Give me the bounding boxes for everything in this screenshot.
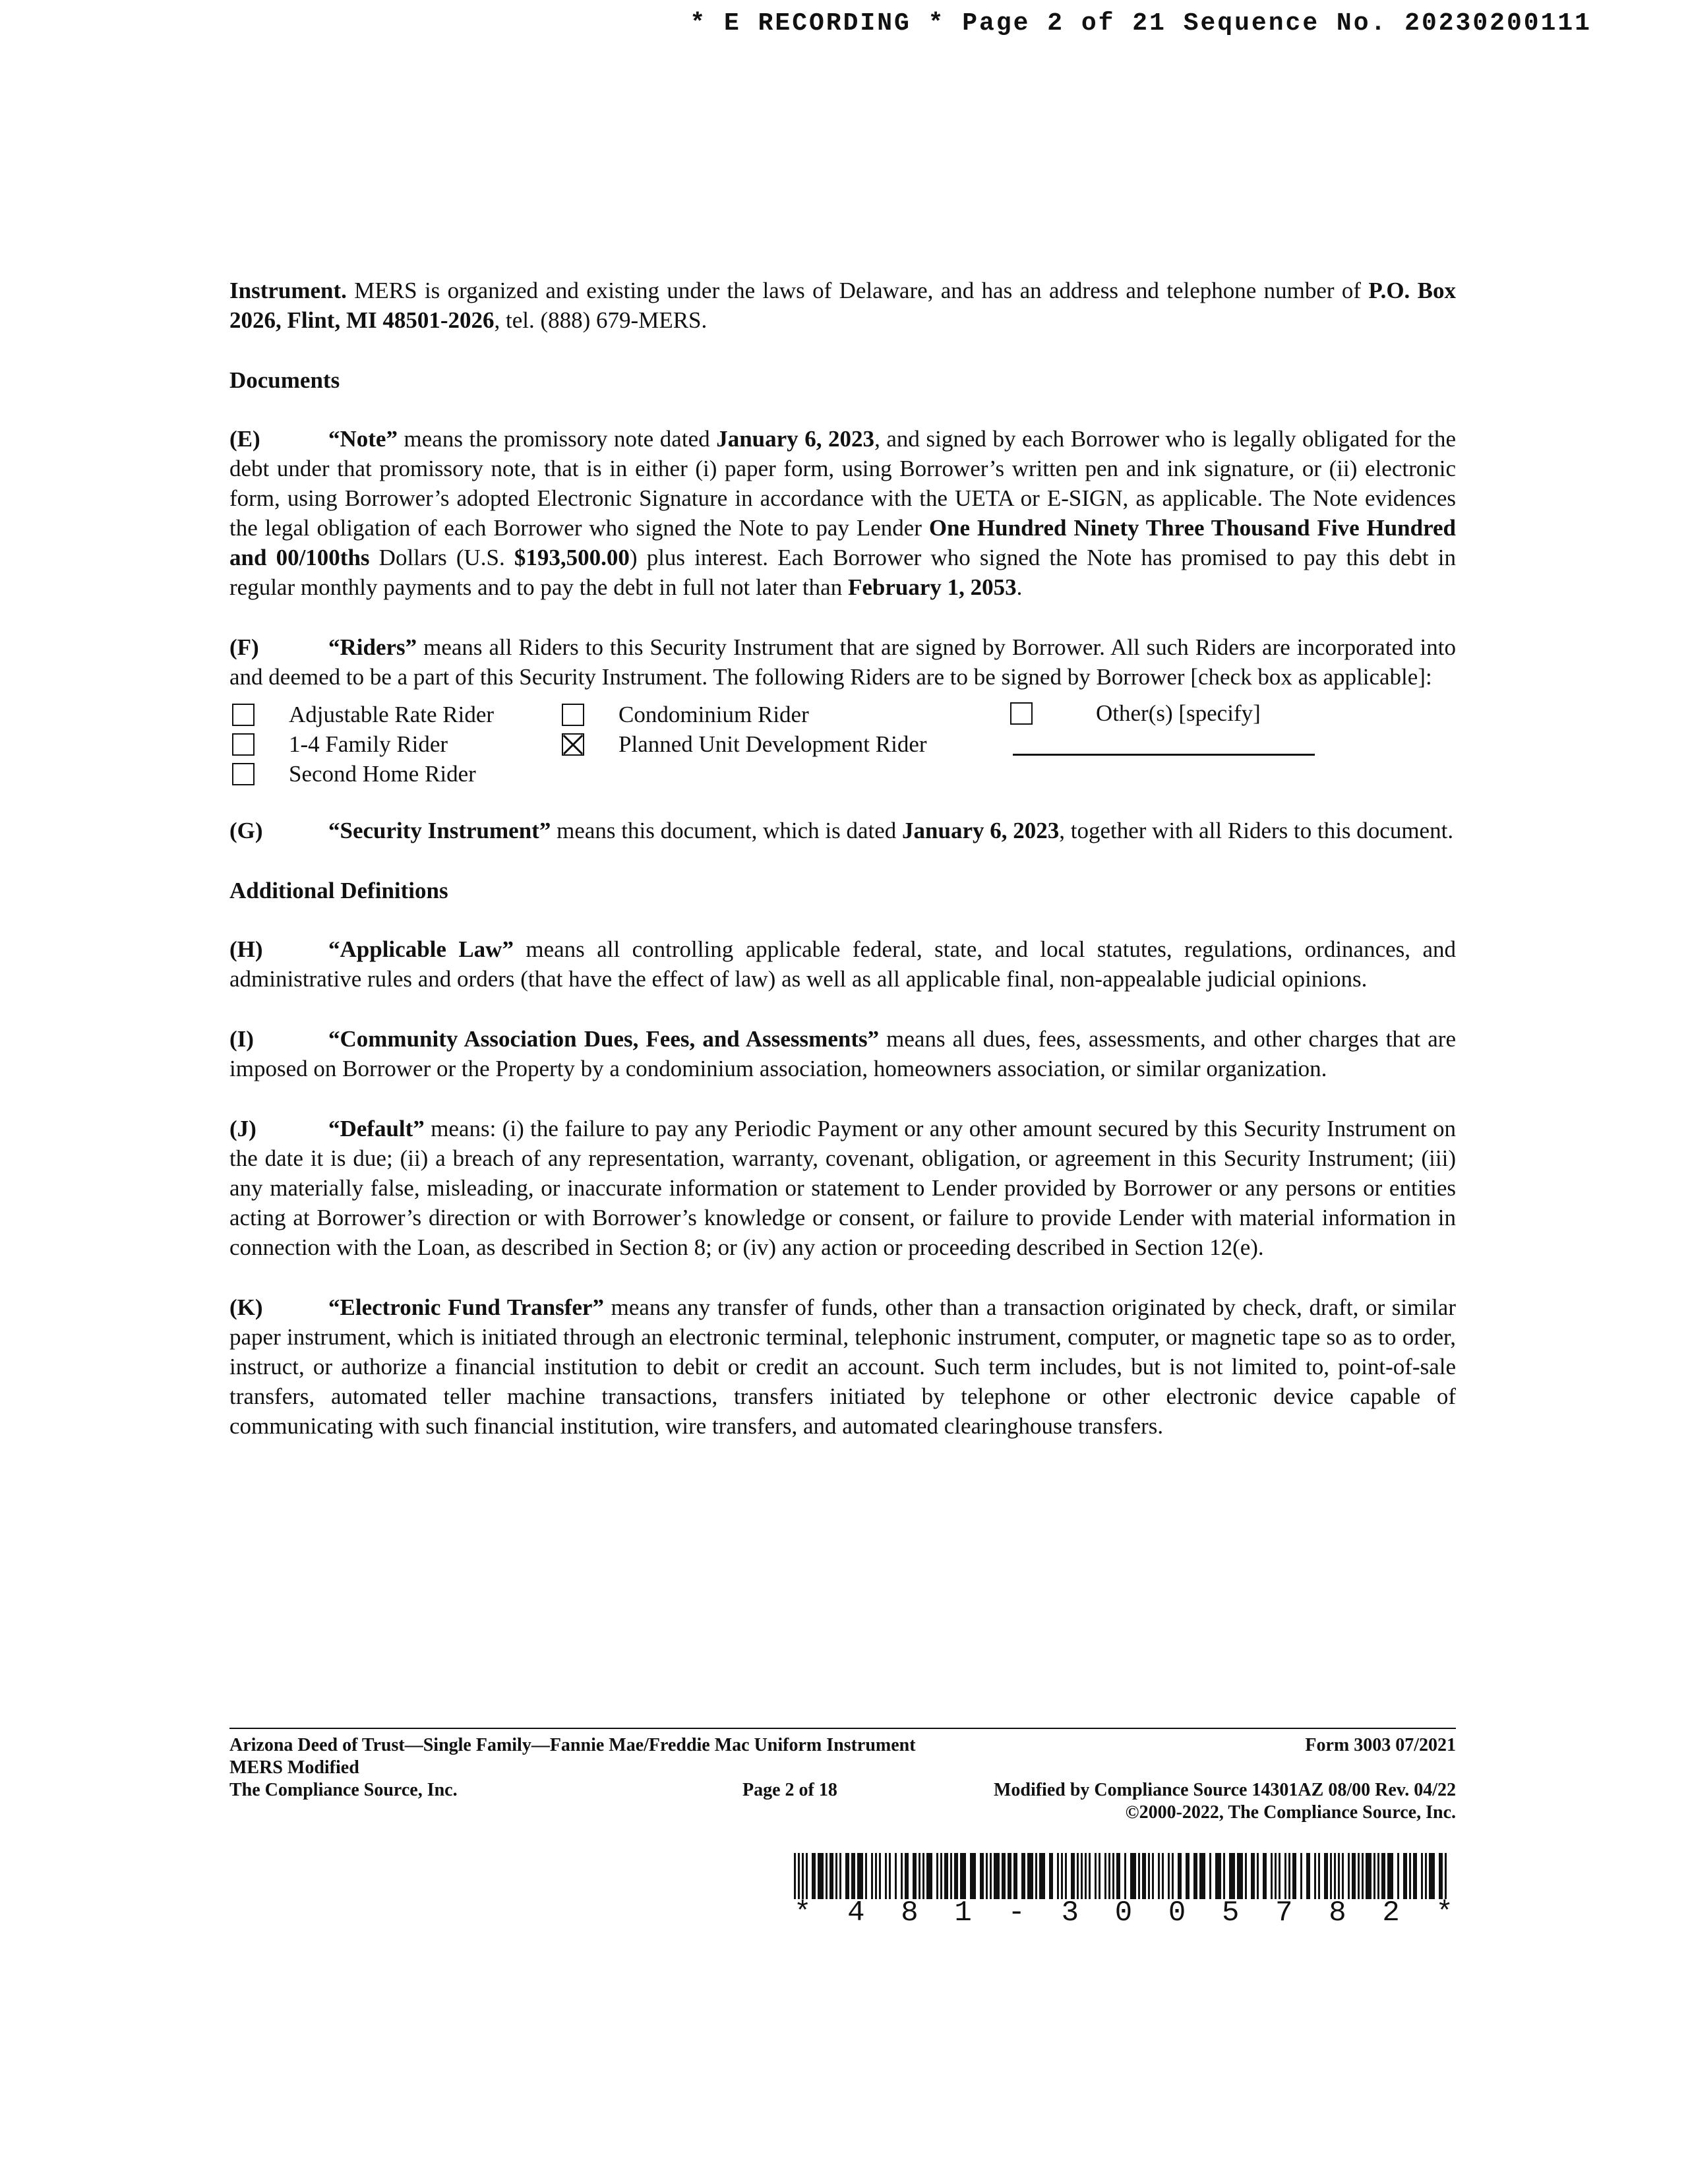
barcode-bar	[1002, 1853, 1006, 1899]
definition-community-association	[229, 1024, 1456, 1083]
barcode-bar	[919, 1853, 920, 1899]
definition-label: (F)	[229, 634, 259, 660]
rider-1-4-family	[232, 729, 448, 759]
definition-label: (I)	[229, 1026, 254, 1052]
barcode-bar	[1275, 1853, 1277, 1899]
barcode-bar	[1292, 1853, 1296, 1899]
additional-definitions-heading: Additional Definitions	[229, 878, 448, 903]
barcode-bar	[1366, 1853, 1372, 1899]
barcode-bar	[1439, 1853, 1443, 1899]
form-number: Form 3003 07/2021	[1305, 1735, 1456, 1755]
barcode-bar	[922, 1853, 924, 1899]
barcode-bar	[1215, 1853, 1221, 1899]
barcode-bar	[1077, 1853, 1079, 1899]
rider-label: Adjustable Rate Rider	[289, 702, 495, 727]
barcode-bar	[818, 1853, 824, 1899]
mers-intro	[229, 276, 1456, 335]
barcode-bar	[1148, 1853, 1150, 1899]
barcode-char: 8	[901, 1896, 919, 1929]
security-text-2: , together with all Riders to this document.	[1059, 818, 1454, 843]
definition-security-instrument	[229, 816, 1456, 845]
rider-second-home	[232, 759, 476, 789]
barcode-bar	[1421, 1853, 1423, 1899]
specify-line	[1013, 754, 1315, 756]
barcode-bar	[829, 1853, 833, 1899]
barcode-bar	[798, 1853, 800, 1899]
barcode-bar	[1279, 1853, 1281, 1899]
barcode-bar	[879, 1853, 881, 1899]
barcode-bar	[926, 1853, 932, 1899]
definition-label: (K)	[229, 1294, 263, 1320]
barcode-bar	[1409, 1853, 1411, 1899]
barcode-bar	[1152, 1853, 1154, 1899]
note-text-4: ) plus interest. Each Borrower who signed the Note has promised to pay this debt in regular monthly payments and to pay the debt in full not later than	[229, 545, 1457, 600]
form-title: Arizona Deed of Trust—Single Family—Fannie Mae/Freddie Mac Uniform Instrument	[229, 1735, 916, 1755]
barcode-bar	[1008, 1853, 1011, 1899]
definition-term: “Community Association Dues, Fees, and Assessments”	[328, 1026, 880, 1052]
barcode-bar	[1237, 1853, 1243, 1899]
note-text-5: .	[1016, 574, 1023, 600]
barcode-char: 7	[1275, 1896, 1293, 1929]
barcode-char: -	[1008, 1896, 1025, 1929]
barcode-bar	[895, 1853, 897, 1899]
barcode-bar	[1358, 1853, 1360, 1899]
barcode-bar	[1257, 1853, 1259, 1899]
rider-planned-unit-development	[562, 729, 927, 759]
barcode-bar	[802, 1853, 804, 1899]
barcode-char: 2	[1382, 1896, 1400, 1929]
barcode-bar	[1330, 1853, 1332, 1899]
recording-header: * E RECORDING * Page 2 of 21 Sequence No. 20230200111	[690, 9, 1592, 38]
barcode-bar	[1065, 1853, 1067, 1899]
checkbox-unchecked[interactable]	[562, 704, 584, 726]
barcode-bar	[1324, 1853, 1328, 1899]
barcode-bar	[1300, 1853, 1302, 1899]
mers-phone: , tel. (888) 679-MERS.	[494, 307, 708, 333]
barcode-bar	[990, 1853, 992, 1899]
barcode-bar	[1116, 1853, 1120, 1899]
barcode-bar	[1429, 1853, 1435, 1899]
rider-adjustable-rate	[232, 700, 494, 729]
definition-note	[229, 424, 1456, 602]
barcode	[794, 1853, 1453, 1899]
barcode-bar	[1229, 1853, 1235, 1899]
barcode-bar	[944, 1853, 948, 1899]
barcode-char: 5	[1222, 1896, 1240, 1929]
intro-text: MERS is organized and existing under the laws of Delaware, and has an address and telephone number of	[346, 278, 1369, 303]
barcode-bar	[1377, 1853, 1379, 1899]
barcode-bar	[857, 1853, 863, 1899]
barcode-bar	[1314, 1853, 1316, 1899]
rider-condominium	[562, 700, 809, 729]
intro-term: Instrument.	[229, 278, 347, 303]
barcode-bar	[1061, 1853, 1063, 1899]
definition-term: “Security Instrument”	[328, 818, 551, 843]
barcode-char: 3	[1061, 1896, 1079, 1929]
checkbox-unchecked[interactable]	[232, 704, 255, 726]
barcode-bar	[1373, 1853, 1375, 1899]
definition-term: “Applicable Law”	[328, 936, 514, 962]
document-body	[229, 276, 1456, 1441]
barcode-bar	[960, 1853, 966, 1899]
barcode-char: 0	[1168, 1896, 1186, 1929]
barcode-bar	[1130, 1853, 1136, 1899]
barcode-bar	[1049, 1853, 1053, 1899]
rider-label: Condominium Rider	[618, 702, 809, 727]
barcode-bar	[1425, 1853, 1427, 1899]
rider-label: Other(s) [specify]	[1096, 700, 1261, 726]
barcode-bar	[940, 1853, 942, 1899]
barcode-bar	[1178, 1853, 1182, 1899]
barcode-bar	[980, 1853, 984, 1899]
barcode-bar	[936, 1853, 938, 1899]
barcode-bar	[1288, 1853, 1290, 1899]
barcode-bar	[835, 1853, 837, 1899]
barcode-bar	[865, 1853, 867, 1899]
mers-modified: MERS Modified	[229, 1757, 359, 1778]
barcode-bar	[1334, 1853, 1336, 1899]
barcode-bar	[986, 1853, 988, 1899]
definition-default	[229, 1114, 1456, 1262]
barcode-bar	[1142, 1853, 1146, 1899]
barcode-bar	[845, 1853, 849, 1899]
barcode-bar	[1168, 1853, 1170, 1899]
barcode-bar	[871, 1853, 873, 1899]
documents-heading: Documents	[229, 367, 340, 393]
definition-text: means: (i) the failure to pay any Periodic Payment or any other amount secured by this Security Instrument on the date it is due; (ii) a breach of any representation, warranty, covenant, obligation, or agreement in this Security Instrument; (iii) any materially false, misleading, or inaccurate information or statement to Lender provided by Borrower or any persons or entities acting at Borrower’s direction or with Borrower’s knowledge or consent, or failure to provide Lender with material information in connection with the Loan, as described in Section 8; or (iv) any action or proceeding described in Section 12(e).	[229, 1116, 1456, 1260]
loan-amount: $193,500.00	[514, 545, 630, 570]
security-text-1: means this document, which is dated	[551, 818, 903, 843]
barcode-bar	[1318, 1853, 1320, 1899]
riders-checklist	[229, 697, 1456, 787]
barcode-bar	[806, 1853, 808, 1899]
barcode-char: 8	[1329, 1896, 1346, 1929]
barcode-bar	[794, 1853, 796, 1899]
barcode-bar	[1021, 1853, 1025, 1899]
barcode-bar	[1387, 1853, 1393, 1899]
barcode-bar	[1193, 1853, 1197, 1899]
definition-term: “Default”	[328, 1116, 425, 1141]
maturity-date: February 1, 2053	[847, 574, 1017, 600]
barcode-char: 4	[847, 1896, 865, 1929]
note-text-1: means the promissory note dated	[397, 426, 717, 452]
barcode-bar	[812, 1853, 816, 1899]
barcode-bar	[1338, 1853, 1340, 1899]
checkbox-unchecked[interactable]	[232, 763, 255, 785]
barcode-text	[794, 1896, 1453, 1929]
barcode-bar	[1199, 1853, 1205, 1899]
barcode-bar	[1057, 1853, 1059, 1899]
barcode-bar	[1035, 1853, 1037, 1899]
barcode-bar	[839, 1853, 841, 1899]
definition-label: (H)	[229, 936, 263, 962]
barcode-bar	[1172, 1853, 1174, 1899]
barcode-bar	[994, 1853, 1000, 1899]
barcode-bar	[1362, 1853, 1364, 1899]
definition-term: “Riders”	[328, 634, 417, 660]
barcode-bar	[851, 1853, 855, 1899]
barcode-bar	[1413, 1853, 1417, 1899]
barcode-bar	[1158, 1853, 1160, 1899]
barcode-bar	[1089, 1853, 1091, 1899]
definition-text: means all dues, fees, assessments, and other charges that are imposed on Borrower or the Property by a condominium association, homeowners association, or similar organization.	[229, 1026, 1456, 1081]
definition-text: means any transfer of funds, other than a transaction originated by check, draft, or similar paper instrument, which is initiated through an electronic terminal, telephonic instrument, computer, or magnetic tape so as to order, instruct, or authorize a financial institution to debit or credit an account. Such term includes, but is not limited to, point-of-sale transfers, automated teller machine transactions, transfers initiated by telephone or other electronic device capable of communicating with such financial institution, wire transfers, and automated clearinghouse transfers.	[229, 1294, 1457, 1439]
barcode-char: 1	[954, 1896, 972, 1929]
rider-label: Planned Unit Development Rider	[618, 731, 927, 757]
note-text-3: Dollars (U.S.	[369, 545, 514, 570]
barcode-bar	[1186, 1853, 1190, 1899]
barcode-bar	[1445, 1853, 1447, 1899]
barcode-bar	[1013, 1853, 1017, 1899]
rider-label: Second Home Rider	[289, 761, 476, 787]
barcode-bar	[1342, 1853, 1344, 1899]
note-date: January 6, 2023	[716, 426, 875, 452]
form-footer	[229, 1728, 1456, 1824]
barcode-bar	[1095, 1853, 1097, 1899]
modified-by: Modified by Compliance Source 14301AZ 08/00 Rev. 04/22	[993, 1780, 1456, 1800]
rider-label: 1-4 Family Rider	[289, 731, 448, 757]
barcode-bar	[1348, 1853, 1350, 1899]
barcode-bar	[875, 1853, 877, 1899]
definition-term: “Note”	[328, 426, 398, 452]
barcode-bar	[901, 1853, 903, 1899]
barcode-bar	[885, 1853, 887, 1899]
definition-term: “Electronic Fund Transfer”	[328, 1294, 604, 1320]
barcode-bar	[1039, 1853, 1045, 1899]
barcode-bar	[905, 1853, 909, 1899]
definition-text: means all controlling applicable federal, state, and local statutes, regulations, ordinances, and administrative rules and orders (that have the effect of law) as well as all applicable final, non-appealable judicial opinions.	[229, 936, 1456, 992]
barcode-bar	[1209, 1853, 1211, 1899]
barcode-bar	[1112, 1853, 1114, 1899]
barcode-bar	[1284, 1853, 1286, 1899]
barcode-bar	[1138, 1853, 1140, 1899]
barcode-bar	[1027, 1853, 1033, 1899]
loan-amount-words: One Hundred Ninety Three Thousand Five Hundred and 00/100ths	[229, 515, 1457, 570]
barcode-bar	[913, 1853, 917, 1899]
definition-label: (E)	[229, 426, 260, 452]
definition-text: means all Riders to this Security Instrument that are signed by Borrower. All such Riders are incorporated into and deemed to be a part of this Security Instrument. The following Riders are to be signed by Borrower [check box as applicable]:	[229, 634, 1456, 690]
barcode-bar	[1223, 1853, 1225, 1899]
checkbox-checked[interactable]	[562, 733, 584, 756]
barcode-bar	[889, 1853, 891, 1899]
barcode-char: *	[1435, 1896, 1453, 1929]
definition-label: (J)	[229, 1116, 256, 1141]
rider-other	[1010, 698, 1261, 728]
barcode-bar	[1108, 1853, 1110, 1899]
barcode-bar	[826, 1853, 828, 1899]
barcode-bar	[1263, 1853, 1267, 1899]
barcode-bar	[1352, 1853, 1356, 1899]
barcode-char: 0	[1114, 1896, 1133, 1929]
barcode-char: *	[794, 1896, 812, 1929]
barcode-bar	[1071, 1853, 1075, 1899]
note-text-2: , and signed by each Borrower who is legally obligated for the debt under that promissory note, that is in either (i) paper form, using Borrower’s written pen and ink signature, or (ii) electronic form, using Borrower’s adopted Electronic Signature in accordance with the UETA or E-SIGN, as applicable. The Note evidences the legal obligation of each Borrower who signed the Note to pay Lender	[229, 426, 1457, 541]
barcode-bar	[954, 1853, 958, 1899]
barcode-bar	[1085, 1853, 1087, 1899]
barcode-bar	[1245, 1853, 1247, 1899]
definition-applicable-law	[229, 934, 1456, 994]
security-date: January 6, 2023	[902, 818, 1060, 843]
barcode-bar	[1124, 1853, 1126, 1899]
barcode-bar	[950, 1853, 952, 1899]
definition-riders	[229, 632, 1456, 692]
barcode-bar	[1099, 1853, 1100, 1899]
checkbox-unchecked[interactable]	[1010, 702, 1033, 725]
barcode-bar	[1397, 1853, 1399, 1899]
barcode-bar	[970, 1853, 976, 1899]
barcode-bar	[1403, 1853, 1407, 1899]
checkbox-unchecked[interactable]	[232, 733, 255, 756]
mers-address: P.O. Box 2026, Flint, MI 48501-2026	[229, 278, 1456, 333]
definition-label: (G)	[229, 818, 263, 843]
company-name: The Compliance Source, Inc.	[229, 1780, 458, 1800]
barcode-bar	[1251, 1853, 1255, 1899]
page-number: Page 2 of 18	[742, 1780, 837, 1800]
barcode-bar	[1306, 1853, 1310, 1899]
barcode-bar	[1104, 1853, 1106, 1899]
barcode-bar	[1162, 1853, 1164, 1899]
barcode-bar	[1081, 1853, 1083, 1899]
barcode-bar	[1381, 1853, 1385, 1899]
barcode-bar	[1271, 1853, 1273, 1899]
copyright: ©2000-2022, The Compliance Source, Inc.	[1125, 1802, 1456, 1823]
definition-electronic-fund-transfer	[229, 1292, 1456, 1441]
